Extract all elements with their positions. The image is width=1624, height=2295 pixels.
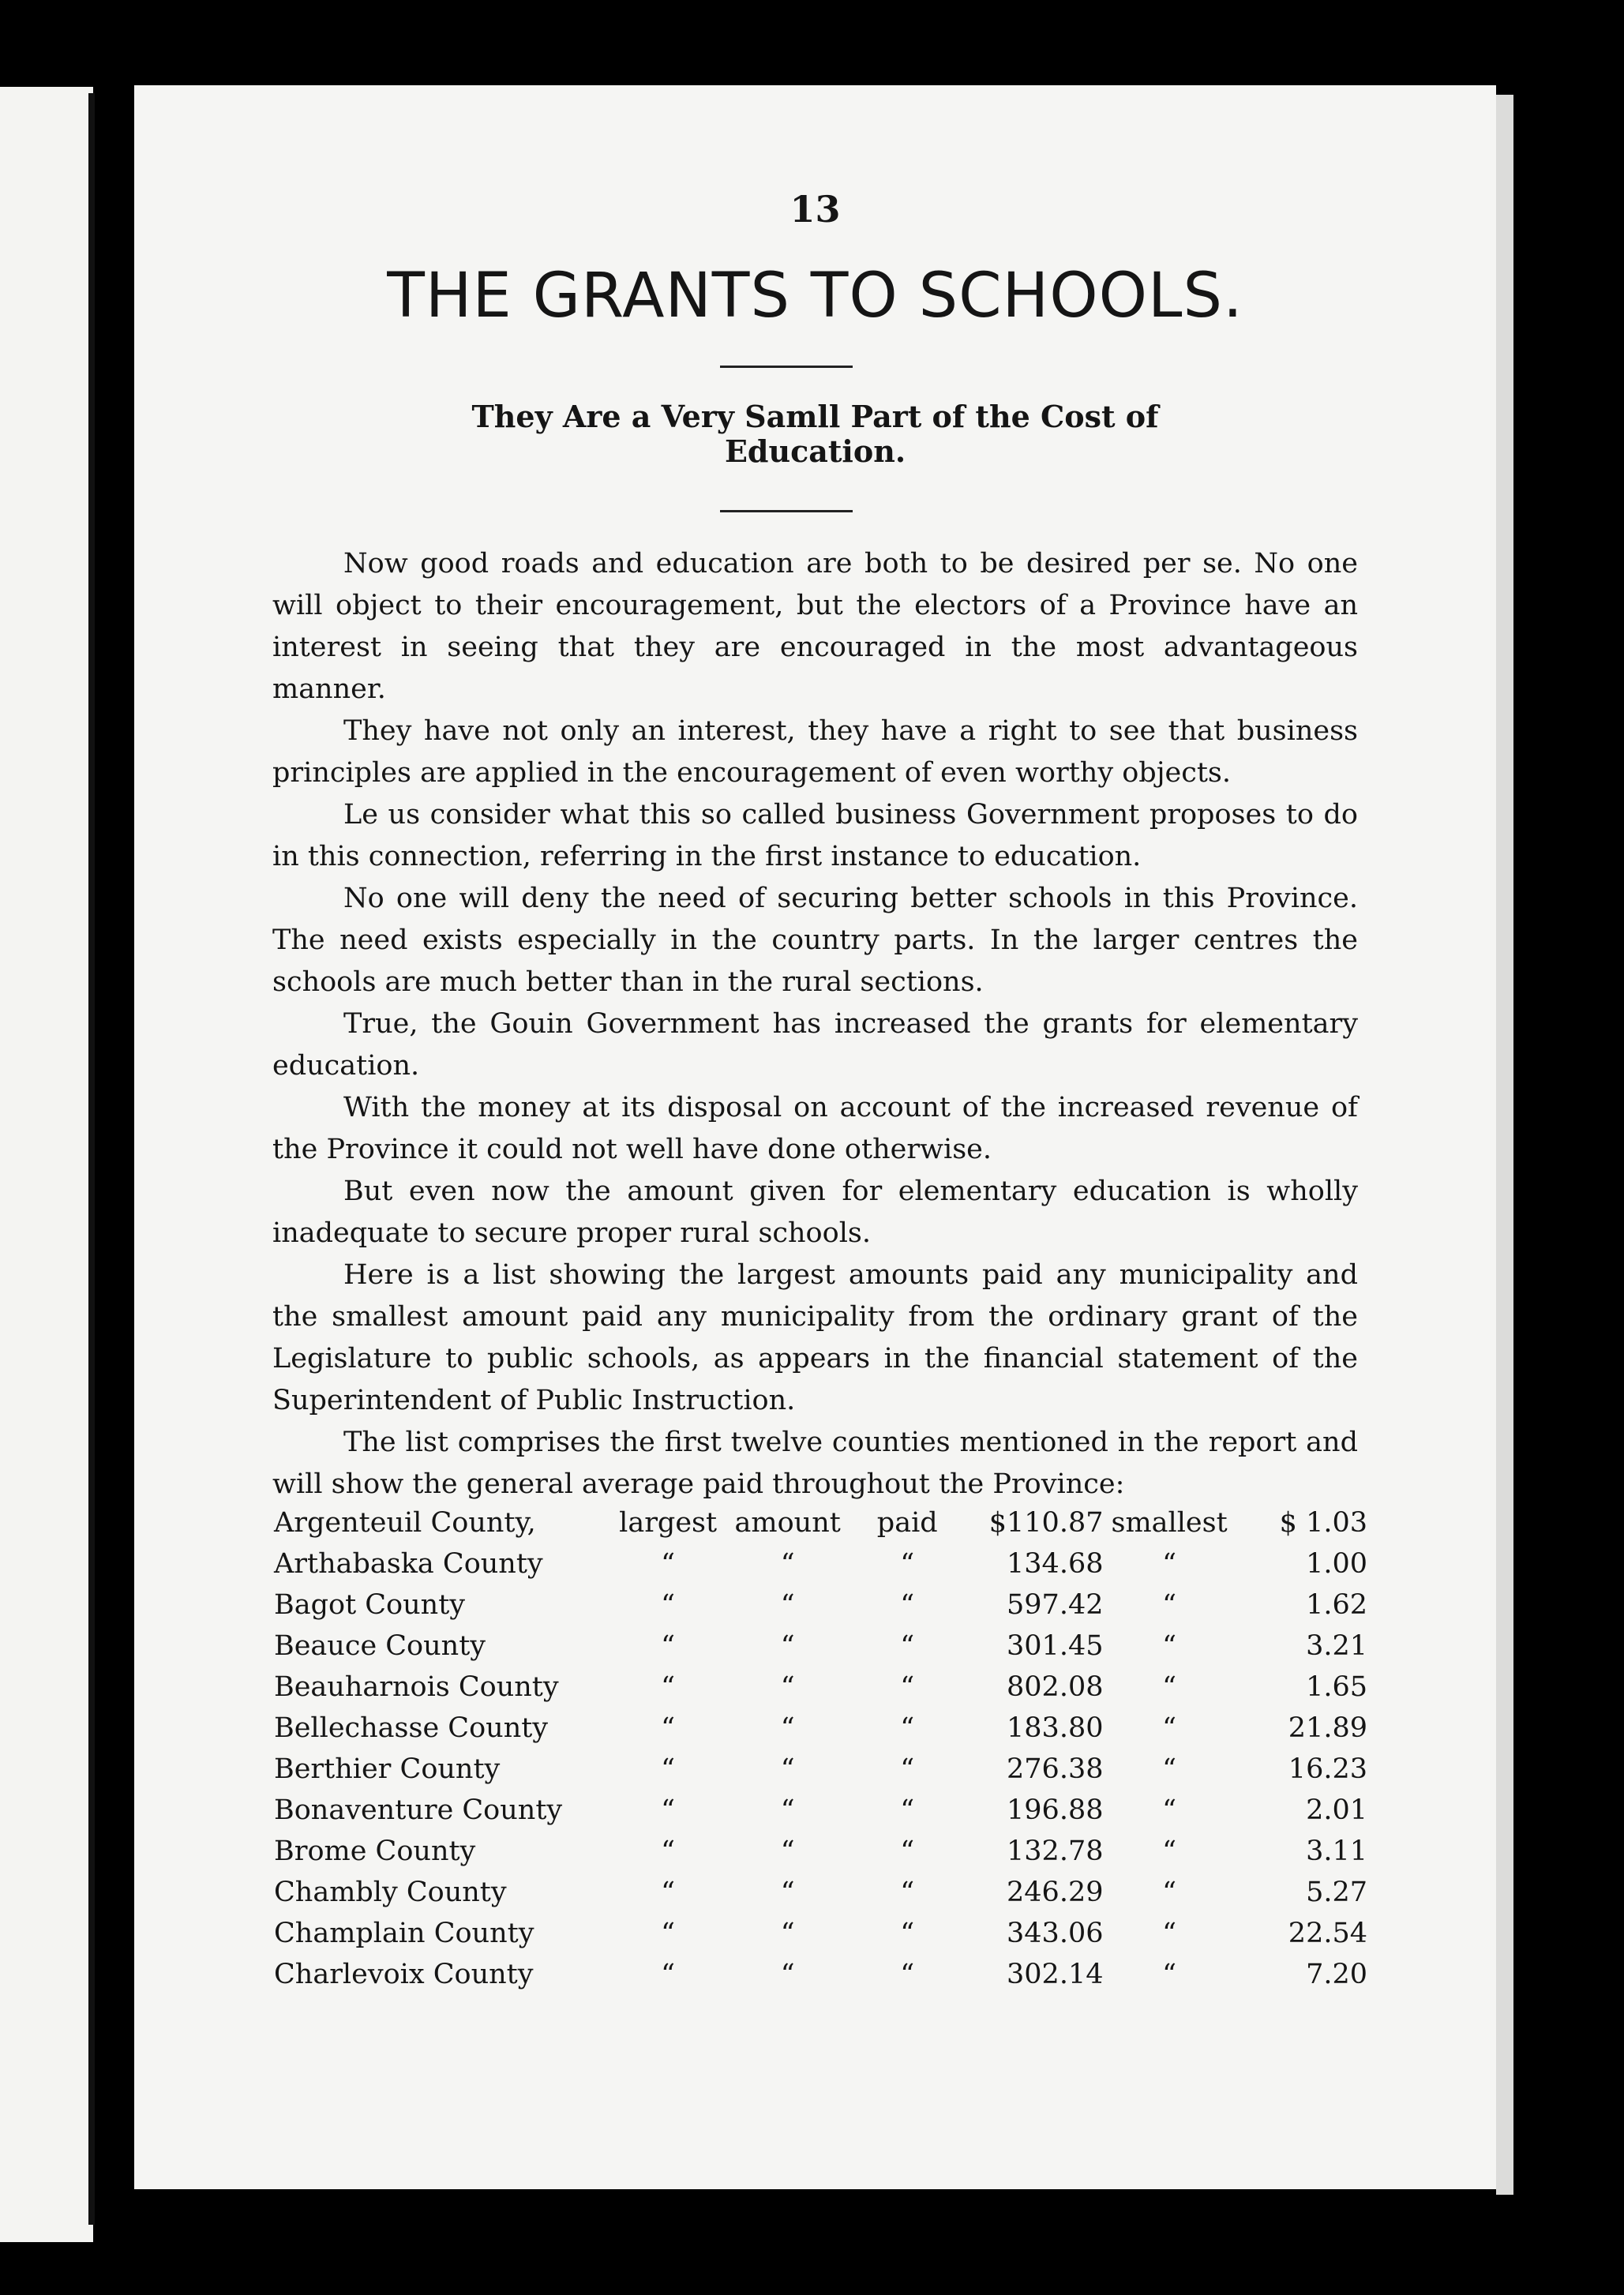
- table-row: [274, 1626, 1367, 1667]
- paragraph: Now good roads and education are both to be desired per se. No one will object to their encouragement, but the electors of a Province have an interest in seeing that they are encouraged in the most advantageous manner.: [272, 548, 1358, 705]
- smallest-amount: $ 1.03: [1279, 1507, 1367, 1539]
- subtitle: [371, 399, 1259, 469]
- county-name: Berthier County: [274, 1753, 501, 1785]
- label-smallest: smallest: [1111, 1507, 1228, 1539]
- smallest-amount: 2.01: [1306, 1794, 1367, 1826]
- largest-amount: 802.08: [1007, 1671, 1104, 1703]
- largest-amount: 343.06: [1007, 1918, 1104, 1949]
- county-name: Beauce County: [274, 1630, 486, 1662]
- ditto-mark: “: [780, 1959, 795, 1990]
- table-row: [274, 1872, 1367, 1913]
- ditto-mark: “: [1162, 1589, 1177, 1621]
- label-amount: amount: [734, 1507, 841, 1539]
- ditto-mark: “: [661, 1712, 676, 1744]
- paragraph: Le us consider what this so called business Government proposes to do in this connection, referring in the first instance to education.: [272, 799, 1358, 872]
- county-name: Brome County: [274, 1836, 476, 1867]
- largest-amount: $110.87: [988, 1507, 1104, 1539]
- ditto-mark: “: [780, 1877, 795, 1908]
- ditto-mark: “: [661, 1794, 676, 1826]
- table-row: [274, 1667, 1367, 1708]
- ditto-mark: “: [900, 1548, 915, 1580]
- table-row: [274, 1790, 1367, 1831]
- largest-amount: 597.42: [1007, 1589, 1104, 1621]
- ditto-mark: “: [780, 1589, 795, 1621]
- smallest-amount: 3.11: [1306, 1836, 1367, 1867]
- ditto-mark: “: [900, 1877, 915, 1908]
- book-binding: [88, 93, 95, 2225]
- page-number: 13: [789, 188, 841, 231]
- county-name: Bonaventure County: [274, 1794, 563, 1826]
- subtitle-line-2: Education.: [724, 433, 906, 469]
- county-name: Chambly County: [274, 1877, 507, 1908]
- smallest-amount: 21.89: [1288, 1712, 1367, 1744]
- ditto-mark: “: [1162, 1959, 1177, 1990]
- largest-amount: 183.80: [1007, 1712, 1104, 1744]
- table-row: [274, 1954, 1367, 1995]
- ditto-mark: “: [900, 1836, 915, 1867]
- ditto-mark: “: [900, 1589, 915, 1621]
- ditto-mark: “: [1162, 1753, 1177, 1785]
- smallest-amount: 16.23: [1288, 1753, 1367, 1785]
- smallest-amount: 3.21: [1306, 1630, 1367, 1662]
- ditto-mark: “: [900, 1671, 915, 1703]
- ditto-mark: “: [900, 1630, 915, 1662]
- largest-amount: 246.29: [1007, 1877, 1104, 1908]
- smallest-amount: 5.27: [1306, 1877, 1367, 1908]
- county-name: Beauharnois County: [274, 1671, 559, 1703]
- paragraph: With the money at its disposal on account of the increased revenue of the Province it could not well have done otherwise.: [272, 1092, 1358, 1165]
- table-row: [274, 1502, 1367, 1543]
- ditto-mark: “: [661, 1753, 676, 1785]
- ditto-mark: “: [661, 1959, 676, 1990]
- paragraph: The list comprises the first twelve counties mentioned in the report and will show the general average paid throughout the Province:: [272, 1427, 1358, 1500]
- ditto-mark: “: [661, 1877, 676, 1908]
- document-page: [134, 85, 1496, 2189]
- county-name: Arthabaska County: [274, 1548, 543, 1580]
- ditto-mark: “: [900, 1753, 915, 1785]
- smallest-amount: 1.62: [1306, 1589, 1367, 1621]
- ditto-mark: “: [661, 1918, 676, 1949]
- table-row: [274, 1708, 1367, 1749]
- paragraph: But even now the amount given for elementary education is wholly inadequate to secure proper rural schools.: [272, 1176, 1358, 1249]
- smallest-amount: 7.20: [1306, 1959, 1367, 1990]
- ditto-mark: “: [900, 1918, 915, 1949]
- smallest-amount: 22.54: [1288, 1918, 1367, 1949]
- label-largest: largest: [619, 1507, 718, 1539]
- largest-amount: 276.38: [1007, 1753, 1104, 1785]
- smallest-amount: 1.65: [1306, 1671, 1367, 1703]
- ditto-mark: “: [780, 1918, 795, 1949]
- ditto-mark: “: [780, 1671, 795, 1703]
- label-paid: paid: [876, 1507, 938, 1539]
- table-row: [274, 1913, 1367, 1954]
- ditto-mark: “: [900, 1959, 915, 1990]
- ditto-mark: “: [661, 1671, 676, 1703]
- ditto-mark: “: [1162, 1794, 1177, 1826]
- county-name: Bagot County: [274, 1589, 466, 1621]
- county-grants-table: [274, 1502, 1367, 1995]
- ditto-mark: “: [661, 1548, 676, 1580]
- county-name: Argenteuil County,: [274, 1507, 536, 1539]
- table-row: [274, 1831, 1367, 1872]
- ditto-mark: “: [780, 1753, 795, 1785]
- ditto-mark: “: [1162, 1548, 1177, 1580]
- ditto-mark: “: [780, 1548, 795, 1580]
- smallest-amount: 1.00: [1306, 1548, 1367, 1580]
- ditto-mark: “: [661, 1836, 676, 1867]
- page-edge-shadow: [1496, 95, 1513, 2195]
- ditto-mark: “: [661, 1589, 676, 1621]
- ditto-mark: “: [1162, 1712, 1177, 1744]
- ditto-mark: “: [780, 1630, 795, 1662]
- paragraph: They have not only an interest, they have a right to see that business principles are applied in the encouragement of even worthy objects.: [272, 715, 1358, 789]
- paragraph: No one will deny the need of securing better schools in this Province. The need exists especially in the country parts. In the larger centres the schools are much better than in the rural sections.: [272, 883, 1358, 998]
- ditto-mark: “: [900, 1712, 915, 1744]
- table-row: [274, 1749, 1367, 1790]
- ditto-mark: “: [661, 1630, 676, 1662]
- ditto-mark: “: [1162, 1836, 1177, 1867]
- largest-amount: 302.14: [1007, 1959, 1104, 1990]
- table-row: [274, 1584, 1367, 1626]
- subtitle-line-1: They Are a Very Samll Part of the Cost of: [471, 399, 1159, 434]
- ditto-mark: “: [1162, 1630, 1177, 1662]
- ditto-mark: “: [1162, 1918, 1177, 1949]
- ditto-mark: “: [900, 1794, 915, 1826]
- ditto-mark: “: [1162, 1671, 1177, 1703]
- largest-amount: 196.88: [1007, 1794, 1104, 1826]
- body-text: [272, 543, 1358, 1506]
- ditto-mark: “: [780, 1712, 795, 1744]
- ditto-mark: “: [1162, 1877, 1177, 1908]
- county-name: Bellechasse County: [274, 1712, 549, 1744]
- ditto-mark: “: [780, 1794, 795, 1826]
- paragraph: Here is a list showing the largest amounts paid any municipality and the smallest amount paid any municipality from the ordinary grant of the Legislature to public schools, as appears in the financial statement of the Superintendent of Public Instruction.: [272, 1259, 1358, 1416]
- largest-amount: 132.78: [1007, 1836, 1104, 1867]
- subtitle-divider: [720, 510, 853, 512]
- county-name: Charlevoix County: [274, 1959, 534, 1990]
- title-divider: [720, 366, 853, 368]
- largest-amount: 134.68: [1007, 1548, 1104, 1580]
- facing-page-edge: [0, 87, 93, 2242]
- paragraph: True, the Gouin Government has increased the grants for elementary education.: [272, 1008, 1358, 1082]
- table-row: [274, 1543, 1367, 1584]
- county-name: Champlain County: [274, 1918, 534, 1949]
- page-title: THE GRANTS TO SCHOOLS.: [387, 261, 1243, 332]
- ditto-mark: “: [780, 1836, 795, 1867]
- largest-amount: 301.45: [1007, 1630, 1104, 1662]
